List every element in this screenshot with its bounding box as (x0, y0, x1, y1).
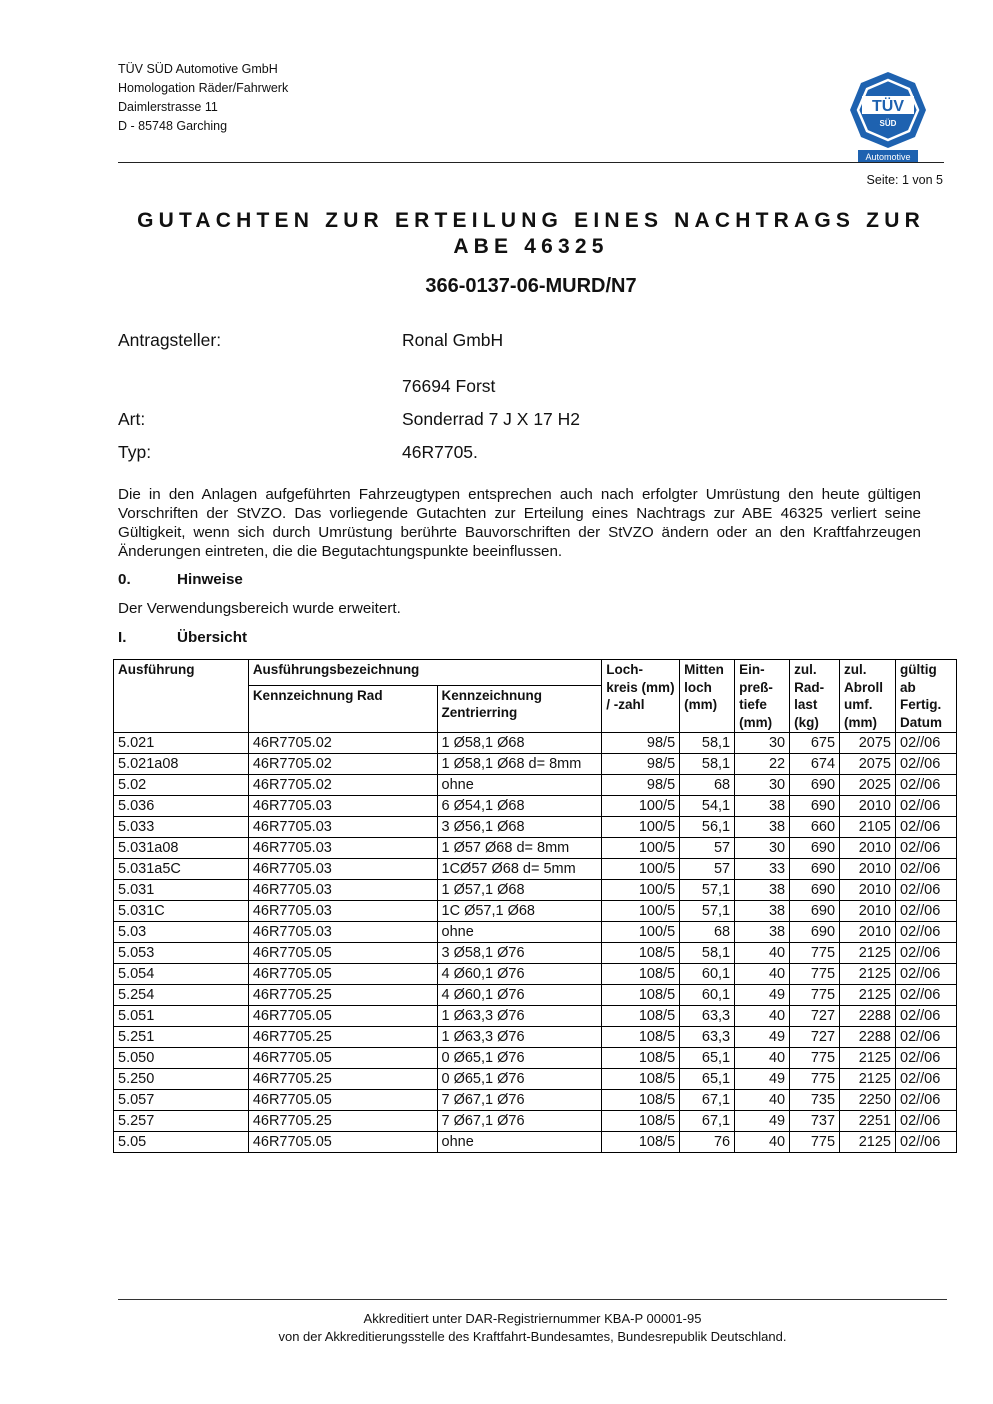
table-row (114, 943, 957, 964)
title-line-2: ABE 46325 (453, 235, 609, 258)
cell-zentrierring: ohne (437, 775, 602, 796)
address-line-department: Homologation Räder/Fahrwerk (118, 81, 289, 95)
cell-ausfuehrung: 5.05 (114, 1132, 249, 1153)
cell-einpresstiefe: 38 (735, 796, 790, 817)
cell-gueltig-ab: 02//06 (896, 1111, 957, 1132)
cell-ausfuehrung: 5.254 (114, 985, 249, 1006)
cell-ausfuehrung: 5.050 (114, 1048, 249, 1069)
cell-zentrierring: 7 Ø67,1 Ø76 (437, 1090, 602, 1111)
cell-mittenloch: 63,3 (680, 1027, 735, 1048)
table-row (114, 796, 957, 817)
cell-zentrierring: 7 Ø67,1 Ø76 (437, 1111, 602, 1132)
table-row (114, 880, 957, 901)
cell-radlast: 775 (790, 985, 840, 1006)
cell-radlast: 690 (790, 796, 840, 817)
cell-radlast: 690 (790, 775, 840, 796)
cell-zentrierring: 3 Ø56,1 Ø68 (437, 817, 602, 838)
cell-gueltig-ab: 02//06 (896, 1090, 957, 1111)
cell-zentrierring: 1 Ø57,1 Ø68 (437, 880, 602, 901)
cell-radlast: 775 (790, 1132, 840, 1153)
cell-ausfuehrung: 5.051 (114, 1006, 249, 1027)
overview-table-body (114, 733, 957, 1153)
cell-kennzeichnung-rad: 46R7705.02 (248, 733, 437, 754)
cell-abrollumfang: 2125 (840, 985, 896, 1006)
cell-mittenloch: 58,1 (680, 733, 735, 754)
cell-kennzeichnung-rad: 46R7705.03 (248, 901, 437, 922)
applicant-value: Ronal GmbH (402, 330, 504, 350)
cell-abrollumfang: 2288 (840, 1006, 896, 1027)
cell-gueltig-ab: 02//06 (896, 985, 957, 1006)
cell-einpresstiefe: 40 (735, 1006, 790, 1027)
cell-radlast: 675 (790, 733, 840, 754)
table-row (114, 838, 957, 859)
table-row (114, 733, 957, 754)
table-row (114, 1027, 957, 1048)
cell-einpresstiefe: 30 (735, 838, 790, 859)
cell-zentrierring: 4 Ø60,1 Ø76 (437, 985, 602, 1006)
cell-gueltig-ab: 02//06 (896, 880, 957, 901)
cell-radlast: 674 (790, 754, 840, 775)
cell-einpresstiefe: 38 (735, 922, 790, 943)
cell-gueltig-ab: 02//06 (896, 901, 957, 922)
cell-einpresstiefe: 38 (735, 817, 790, 838)
cell-kennzeichnung-rad: 46R7705.25 (248, 1069, 437, 1090)
cell-zentrierring: 0 Ø65,1 Ø76 (437, 1048, 602, 1069)
cell-lochkreis: 100/5 (602, 880, 680, 901)
cell-gueltig-ab: 02//06 (896, 817, 957, 838)
cell-mittenloch: 58,1 (680, 754, 735, 775)
cell-gueltig-ab: 02//06 (896, 1132, 957, 1153)
cell-kennzeichnung-rad: 46R7705.25 (248, 1027, 437, 1048)
table-row (114, 985, 957, 1006)
cell-abrollumfang: 2251 (840, 1111, 896, 1132)
cell-abrollumfang: 2010 (840, 922, 896, 943)
address-line-city: D - 85748 Garching (118, 119, 228, 133)
cell-ausfuehrung: 5.031a5C (114, 859, 249, 880)
cell-kennzeichnung-rad: 46R7705.03 (248, 859, 437, 880)
cell-radlast: 690 (790, 859, 840, 880)
footer-divider (118, 1299, 947, 1300)
logo-sub-text: SÜD (879, 119, 897, 128)
table-row (114, 1006, 957, 1027)
section-title: Übersicht (177, 629, 248, 646)
title-line-1: GUTACHTEN ZUR ERTEILUNG EINES NACHTRAGS ZUR (137, 209, 925, 232)
hinweis-text: Der Verwendungsbereich wurde erweitert. (118, 600, 401, 617)
cell-gueltig-ab: 02//06 (896, 775, 957, 796)
cell-kennzeichnung-rad: 46R7705.05 (248, 1132, 437, 1153)
table-row (114, 1132, 957, 1153)
cell-gueltig-ab: 02//06 (896, 964, 957, 985)
cell-zentrierring: 1CØ57 Ø68 d= 5mm (437, 859, 602, 880)
cell-einpresstiefe: 30 (735, 733, 790, 754)
cell-abrollumfang: 2010 (840, 901, 896, 922)
cell-ausfuehrung: 5.031a08 (114, 838, 249, 859)
cell-mittenloch: 56,1 (680, 817, 735, 838)
cell-ausfuehrung: 5.03 (114, 922, 249, 943)
cell-lochkreis: 100/5 (602, 859, 680, 880)
table-row (114, 964, 957, 985)
cell-mittenloch: 58,1 (680, 943, 735, 964)
cell-lochkreis: 108/5 (602, 1090, 680, 1111)
cell-gueltig-ab: 02//06 (896, 1027, 957, 1048)
cell-kennzeichnung-rad: 46R7705.03 (248, 796, 437, 817)
table-row (114, 859, 957, 880)
section-number: I. (118, 629, 127, 646)
cell-zentrierring: 1 Ø58,1 Ø68 d= 8mm (437, 754, 602, 775)
cell-mittenloch: 65,1 (680, 1069, 735, 1090)
cell-lochkreis: 108/5 (602, 1006, 680, 1027)
table-row (114, 1048, 957, 1069)
cell-radlast: 690 (790, 922, 840, 943)
cell-gueltig-ab: 02//06 (896, 943, 957, 964)
table-row (114, 922, 957, 943)
cell-zentrierring: 6 Ø54,1 Ø68 (437, 796, 602, 817)
art-label: Art: (118, 409, 146, 429)
typ-label: Typ: (118, 442, 152, 462)
cell-einpresstiefe: 40 (735, 1048, 790, 1069)
cell-gueltig-ab: 02//06 (896, 922, 957, 943)
cell-abrollumfang: 2075 (840, 733, 896, 754)
cell-gueltig-ab: 02//06 (896, 1006, 957, 1027)
section-title: Hinweise (177, 571, 243, 588)
header-mittenloch: Mitten loch (mm) (680, 660, 735, 733)
cell-einpresstiefe: 49 (735, 1027, 790, 1048)
cell-abrollumfang: 2288 (840, 1027, 896, 1048)
cell-abrollumfang: 2125 (840, 1132, 896, 1153)
cell-zentrierring: 1 Ø58,1 Ø68 (437, 733, 602, 754)
cell-lochkreis: 108/5 (602, 1132, 680, 1153)
cell-mittenloch: 67,1 (680, 1090, 735, 1111)
cell-mittenloch: 57,1 (680, 880, 735, 901)
table-row (114, 775, 957, 796)
cell-radlast: 727 (790, 1006, 840, 1027)
cell-kennzeichnung-rad: 46R7705.05 (248, 943, 437, 964)
cell-einpresstiefe: 38 (735, 901, 790, 922)
cell-mittenloch: 67,1 (680, 1111, 735, 1132)
cell-lochkreis: 108/5 (602, 1069, 680, 1090)
cell-abrollumfang: 2010 (840, 880, 896, 901)
cell-zentrierring: ohne (437, 922, 602, 943)
sender-address (118, 60, 288, 136)
cell-radlast: 735 (790, 1090, 840, 1111)
cell-gueltig-ab: 02//06 (896, 859, 957, 880)
cell-ausfuehrung: 5.257 (114, 1111, 249, 1132)
cell-radlast: 690 (790, 880, 840, 901)
header-lochkreis: Loch- kreis (mm) / -zahl (602, 660, 680, 733)
cell-abrollumfang: 2250 (840, 1090, 896, 1111)
header-ausfuehrungsbezeichnung: Ausführungsbezeichnung (248, 660, 601, 686)
cell-einpresstiefe: 30 (735, 775, 790, 796)
table-row (114, 1111, 957, 1132)
cell-radlast: 727 (790, 1027, 840, 1048)
overview-table (113, 659, 957, 1153)
cell-kennzeichnung-rad: 46R7705.03 (248, 880, 437, 901)
cell-zentrierring: 0 Ø65,1 Ø76 (437, 1069, 602, 1090)
cell-lochkreis: 98/5 (602, 754, 680, 775)
cell-mittenloch: 60,1 (680, 964, 735, 985)
cell-kennzeichnung-rad: 46R7705.02 (248, 754, 437, 775)
header-radlast: zul. Rad- last (kg) (790, 660, 840, 733)
cell-abrollumfang: 2010 (840, 859, 896, 880)
cell-gueltig-ab: 02//06 (896, 838, 957, 859)
cell-ausfuehrung: 5.031C (114, 901, 249, 922)
table-row (114, 1090, 957, 1111)
cell-lochkreis: 100/5 (602, 922, 680, 943)
cell-gueltig-ab: 02//06 (896, 733, 957, 754)
header-einpresstiefe: Ein- preß- tiefe (mm) (735, 660, 790, 733)
cell-einpresstiefe: 49 (735, 1111, 790, 1132)
cell-radlast: 690 (790, 838, 840, 859)
cell-zentrierring: 4 Ø60,1 Ø76 (437, 964, 602, 985)
cell-gueltig-ab: 02//06 (896, 796, 957, 817)
cell-mittenloch: 57 (680, 859, 735, 880)
cell-mittenloch: 68 (680, 922, 735, 943)
cell-gueltig-ab: 02//06 (896, 1048, 957, 1069)
footer-line-2: von der Akkreditierungsstelle des Kraftfahrt-Bundesamtes, Bundesrepublik Deutschland. (278, 1329, 787, 1344)
cell-lochkreis: 108/5 (602, 1048, 680, 1069)
cell-ausfuehrung: 5.036 (114, 796, 249, 817)
cell-abrollumfang: 2125 (840, 964, 896, 985)
cell-abrollumfang: 2125 (840, 1069, 896, 1090)
cell-kennzeichnung-rad: 46R7705.05 (248, 1090, 437, 1111)
validity-paragraph: Die in den Anlagen aufgeführten Fahrzeugtypen entsprechen auch nach erfolgter Umrüstung den heute gültigen Vorschriften der StVZO. Das vorliegende Gutachten zur Erteilung eines Nachtrags zur ABE 46325 verliert seine Gültigkeit, wenn sich durch Umrüstung berührte Bauvorschriften der StVZO ändern oder an den Kraftfahrzeugen Änderungen eintreten, die die Begutachtungspunkte beeinflussen. (118, 486, 921, 560)
cell-einpresstiefe: 22 (735, 754, 790, 775)
cell-lochkreis: 108/5 (602, 964, 680, 985)
cell-mittenloch: 76 (680, 1132, 735, 1153)
cell-lochkreis: 100/5 (602, 901, 680, 922)
cell-radlast: 775 (790, 943, 840, 964)
cell-ausfuehrung: 5.250 (114, 1069, 249, 1090)
cell-lochkreis: 100/5 (602, 838, 680, 859)
header-abrollumfang: zul. Abroll umf. (mm) (840, 660, 896, 733)
cell-kennzeichnung-rad: 46R7705.25 (248, 985, 437, 1006)
typ-value: 46R7705. (402, 442, 478, 462)
cell-abrollumfang: 2125 (840, 1048, 896, 1069)
cell-abrollumfang: 2010 (840, 796, 896, 817)
cell-einpresstiefe: 33 (735, 859, 790, 880)
table-row (114, 754, 957, 775)
cell-ausfuehrung: 5.02 (114, 775, 249, 796)
cell-kennzeichnung-rad: 46R7705.25 (248, 1111, 437, 1132)
footer-accreditation (118, 1310, 947, 1346)
tuv-sud-logo (848, 70, 928, 166)
cell-gueltig-ab: 02//06 (896, 754, 957, 775)
address-line-company: TÜV SÜD Automotive GmbH (118, 62, 278, 76)
applicant-label: Antragsteller: (118, 330, 222, 350)
cell-mittenloch: 54,1 (680, 796, 735, 817)
cell-abrollumfang: 2025 (840, 775, 896, 796)
address-line-street: Daimlerstrasse 11 (118, 100, 218, 114)
cell-einpresstiefe: 40 (735, 964, 790, 985)
cell-radlast: 775 (790, 1069, 840, 1090)
cell-kennzeichnung-rad: 46R7705.03 (248, 838, 437, 859)
cell-einpresstiefe: 40 (735, 943, 790, 964)
cell-zentrierring: 1C Ø57,1 Ø68 (437, 901, 602, 922)
applicant-city: 76694 Forst (402, 376, 496, 396)
cell-radlast: 660 (790, 817, 840, 838)
cell-zentrierring: 1 Ø57 Ø68 d= 8mm (437, 838, 602, 859)
cell-abrollumfang: 2010 (840, 838, 896, 859)
cell-kennzeichnung-rad: 46R7705.03 (248, 922, 437, 943)
cell-lochkreis: 98/5 (602, 733, 680, 754)
table-row (114, 817, 957, 838)
art-value: Sonderrad 7 J X 17 H2 (402, 409, 581, 429)
cell-lochkreis: 100/5 (602, 796, 680, 817)
cell-kennzeichnung-rad: 46R7705.05 (248, 964, 437, 985)
cell-lochkreis: 108/5 (602, 1111, 680, 1132)
cell-ausfuehrung: 5.033 (114, 817, 249, 838)
cell-ausfuehrung: 5.021 (114, 733, 249, 754)
document-number: 366-0137-06-MURD/N7 (425, 275, 637, 297)
cell-einpresstiefe: 38 (735, 880, 790, 901)
logo-caption: Automotive (865, 152, 911, 162)
cell-einpresstiefe: 49 (735, 1069, 790, 1090)
cell-zentrierring: 1 Ø63,3 Ø76 (437, 1027, 602, 1048)
cell-lochkreis: 108/5 (602, 1027, 680, 1048)
section-heading-hinweise (118, 571, 243, 588)
cell-zentrierring: 1 Ø63,3 Ø76 (437, 1006, 602, 1027)
cell-gueltig-ab: 02//06 (896, 1069, 957, 1090)
cell-mittenloch: 63,3 (680, 1006, 735, 1027)
header-kennzeichnung-rad: Kennzeichnung Rad (248, 685, 437, 732)
header-kennzeichnung-zentrierring: Kennzeichnung Zentrierring (437, 685, 602, 732)
cell-mittenloch: 65,1 (680, 1048, 735, 1069)
cell-mittenloch: 68 (680, 775, 735, 796)
cell-abrollumfang: 2125 (840, 943, 896, 964)
cell-radlast: 690 (790, 901, 840, 922)
cell-zentrierring: 3 Ø58,1 Ø76 (437, 943, 602, 964)
cell-einpresstiefe: 40 (735, 1132, 790, 1153)
cell-radlast: 737 (790, 1111, 840, 1132)
cell-einpresstiefe: 49 (735, 985, 790, 1006)
cell-kennzeichnung-rad: 46R7705.02 (248, 775, 437, 796)
cell-kennzeichnung-rad: 46R7705.05 (248, 1006, 437, 1027)
cell-ausfuehrung: 5.054 (114, 964, 249, 985)
document-title (118, 208, 944, 260)
cell-lochkreis: 98/5 (602, 775, 680, 796)
header-divider (118, 162, 944, 163)
cell-kennzeichnung-rad: 46R7705.03 (248, 817, 437, 838)
table-row (114, 1069, 957, 1090)
header-ausfuehrung: Ausführung (114, 660, 249, 733)
cell-ausfuehrung: 5.053 (114, 943, 249, 964)
cell-ausfuehrung: 5.031 (114, 880, 249, 901)
cell-lochkreis: 108/5 (602, 943, 680, 964)
section-heading-uebersicht (118, 629, 247, 646)
cell-einpresstiefe: 40 (735, 1090, 790, 1111)
cell-radlast: 775 (790, 964, 840, 985)
cell-ausfuehrung: 5.251 (114, 1027, 249, 1048)
cell-mittenloch: 60,1 (680, 985, 735, 1006)
cell-zentrierring: ohne (437, 1132, 602, 1153)
cell-abrollumfang: 2105 (840, 817, 896, 838)
cell-lochkreis: 108/5 (602, 985, 680, 1006)
cell-lochkreis: 100/5 (602, 817, 680, 838)
cell-abrollumfang: 2075 (840, 754, 896, 775)
cell-mittenloch: 57 (680, 838, 735, 859)
cell-kennzeichnung-rad: 46R7705.05 (248, 1048, 437, 1069)
cell-ausfuehrung: 5.021a08 (114, 754, 249, 775)
header-gueltig-ab: gültig ab Fertig. Datum (896, 660, 957, 733)
cell-radlast: 775 (790, 1048, 840, 1069)
footer-line-1: Akkreditiert unter DAR-Registriernummer KBA-P 00001-95 (363, 1311, 702, 1326)
section-number: 0. (118, 571, 131, 588)
table-row (114, 901, 957, 922)
logo-main-text: TÜV (872, 98, 904, 115)
cell-mittenloch: 57,1 (680, 901, 735, 922)
cell-ausfuehrung: 5.057 (114, 1090, 249, 1111)
page-number: Seite: 1 von 5 (866, 173, 943, 187)
